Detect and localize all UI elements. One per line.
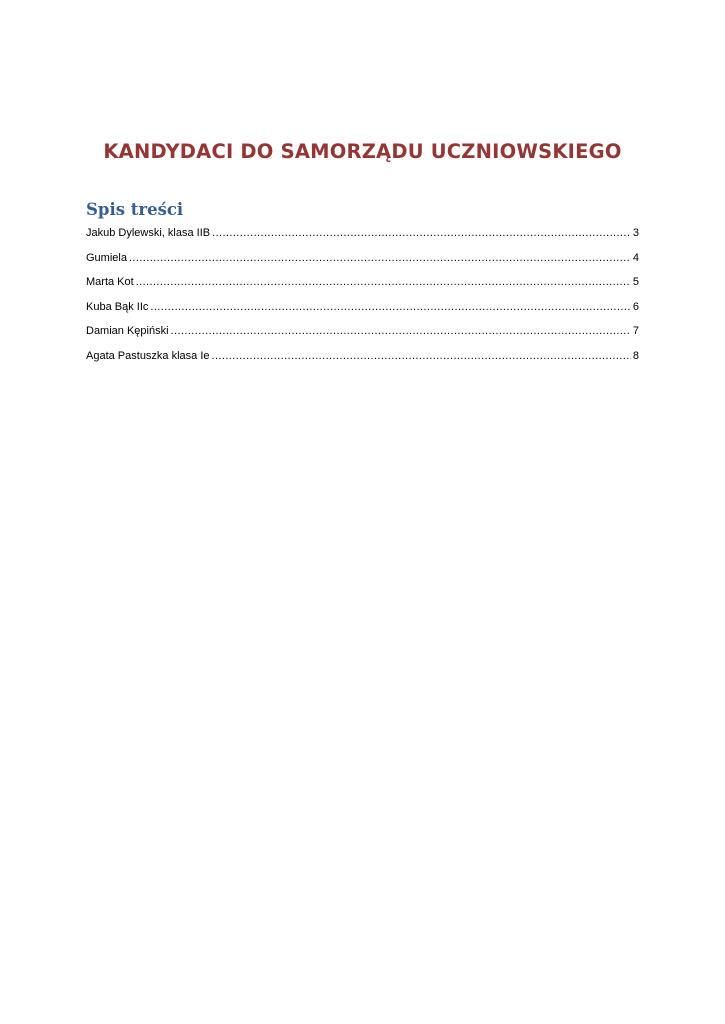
toc-entry-label: Damian Kępiński <box>86 325 169 338</box>
toc-entry-page-number: 6 <box>632 300 639 313</box>
document-title: KANDYDACI DO SAMORZĄDU UCZNIOWSKIEGO <box>103 140 622 163</box>
toc-heading: Spis treści <box>86 200 184 219</box>
toc-entry-page-number: 4 <box>632 251 639 264</box>
toc-entry-page-number: 5 <box>632 276 639 289</box>
toc-entry-page-number: 3 <box>632 227 639 239</box>
toc-dot-leader <box>171 323 631 339</box>
toc-dot-leader <box>136 274 631 290</box>
toc-entry-gumiela[interactable] <box>86 250 639 275</box>
toc-entry-page-number: 8 <box>632 349 639 362</box>
toc-entry-label: Kuba Bąk IIc <box>86 300 149 313</box>
toc-entry-label: Jakub Dylewski, klasa IIB <box>86 227 211 239</box>
toc-entry-page-number: 7 <box>632 325 639 338</box>
toc-dot-leader <box>212 225 631 241</box>
toc-entry-agata-pastuszka[interactable] <box>86 348 639 373</box>
toc-dot-leader <box>150 299 631 315</box>
toc-entry-label: Gumiela <box>86 251 127 264</box>
toc-entry-damian-kepinski[interactable] <box>86 323 639 348</box>
table-of-contents <box>86 225 639 373</box>
toc-dot-leader <box>212 348 631 364</box>
toc-entry-jakub-dylewski[interactable] <box>86 225 639 250</box>
toc-entry-label: Marta Kot <box>86 276 134 289</box>
toc-entry-kuba-bak[interactable] <box>86 299 639 324</box>
toc-entry-marta-kot[interactable] <box>86 274 639 299</box>
toc-dot-leader <box>129 250 631 266</box>
toc-entry-label: Agata Pastuszka klasa Ie <box>86 349 210 362</box>
